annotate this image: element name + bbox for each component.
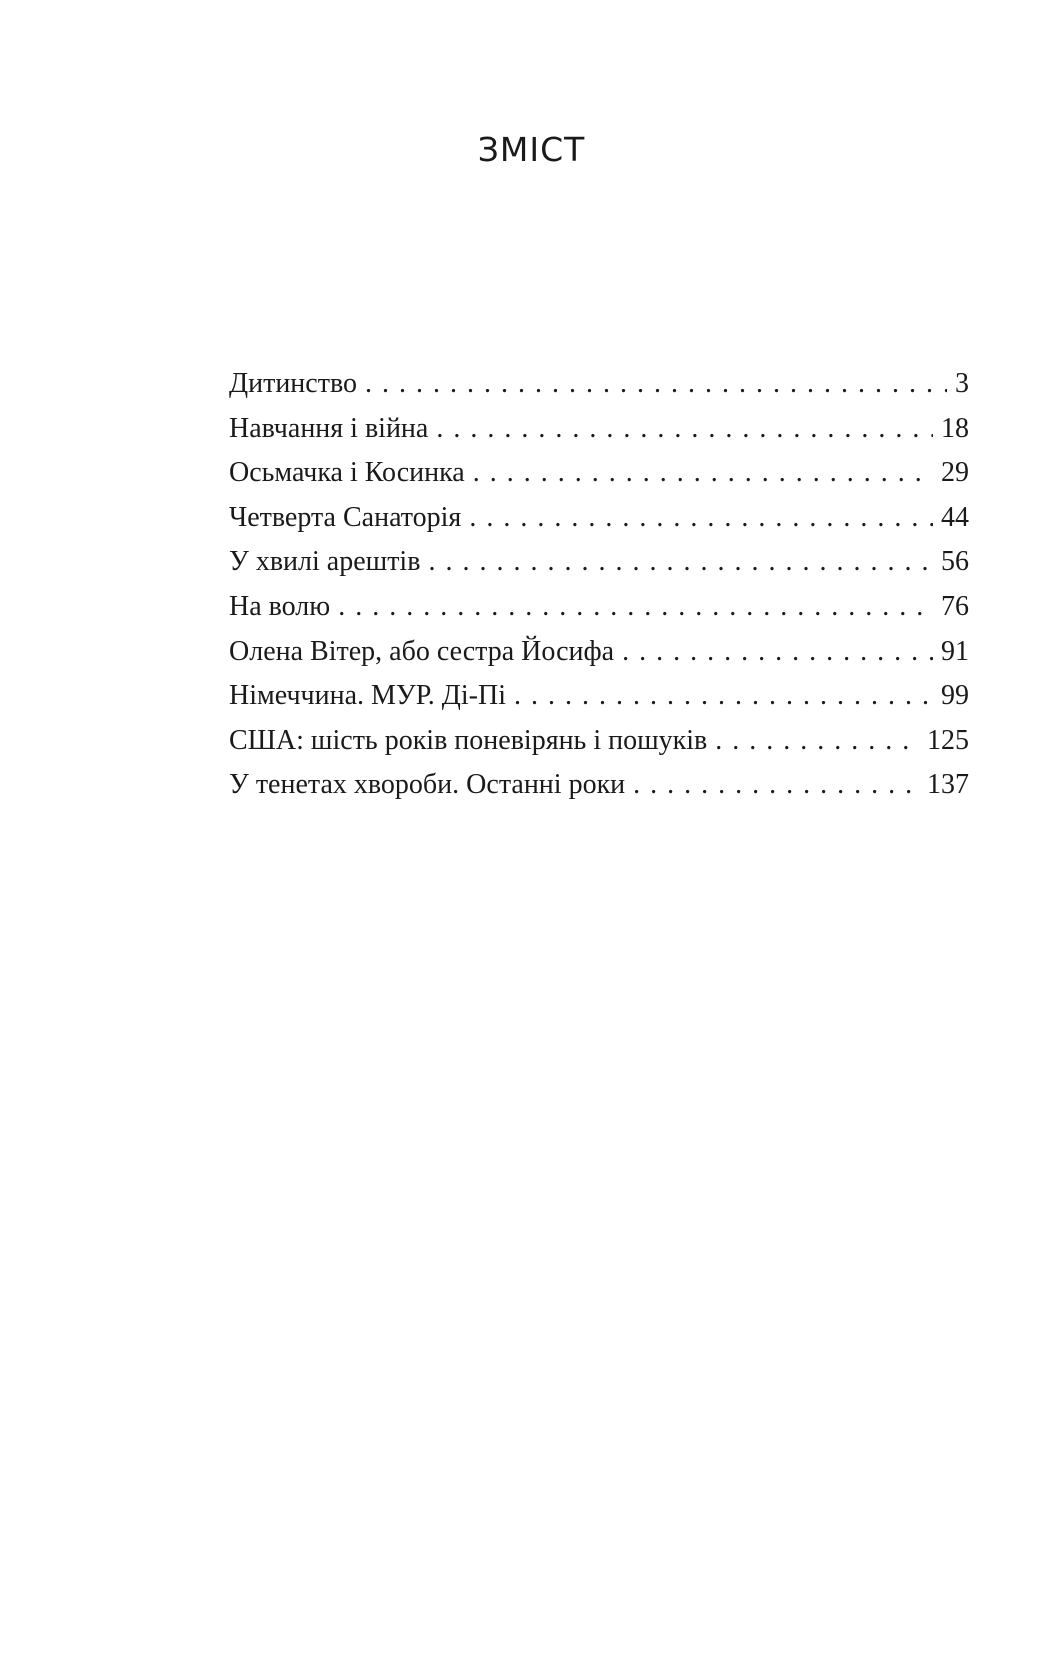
toc-entry[interactable]	[229, 585, 969, 630]
dot-leader	[473, 451, 933, 496]
dot-leader	[428, 540, 933, 585]
dot-leader	[436, 407, 933, 452]
toc-entry-page: 99	[941, 680, 969, 712]
toc-entry-title: США: шість років поневірянь і пошуків	[229, 724, 708, 756]
toc-entry-page: 29	[941, 457, 969, 489]
toc-entry-page: 137	[927, 769, 969, 801]
toc-entry-title: У тенетах хвороби. Останні роки	[229, 769, 626, 801]
toc-entry[interactable]	[229, 451, 969, 496]
dot-leader	[715, 719, 919, 764]
dot-leader	[469, 496, 933, 541]
toc-entry[interactable]	[229, 719, 969, 764]
toc-entry-page: 76	[941, 590, 969, 622]
dot-leader	[622, 630, 933, 675]
toc-entry-page: 91	[941, 635, 969, 667]
toc-entry-title: Осьмачка і Косинка	[229, 457, 465, 489]
toc-entry-page: 44	[941, 501, 969, 533]
dot-leader	[365, 362, 947, 407]
toc-entry[interactable]	[229, 362, 969, 407]
toc-entry-title: Четверта Санаторія	[229, 501, 462, 533]
dot-leader	[338, 585, 933, 630]
toc-entry[interactable]	[229, 674, 969, 719]
toc-entry-title: Олена Вітер, або сестра Йосифа	[229, 635, 615, 667]
toc-entry-title: Навчання і війна	[229, 412, 429, 444]
toc-entry[interactable]	[229, 540, 969, 585]
toc-entry-title: На волю	[229, 590, 331, 622]
toc-entry-page: 3	[955, 368, 969, 399]
toc-entry-page: 56	[941, 546, 969, 578]
toc-entry[interactable]	[229, 630, 969, 675]
page-title: ЗМІСТ	[477, 130, 586, 169]
dot-leader	[514, 674, 933, 719]
toc-entry[interactable]	[229, 763, 969, 808]
table-of-contents	[229, 362, 969, 808]
toc-entry[interactable]	[229, 407, 969, 452]
dot-leader	[633, 763, 919, 808]
toc-entry[interactable]	[229, 496, 969, 541]
toc-entry-title: Дитинство	[229, 368, 357, 399]
toc-entry-title: Німеччина. МУР. Ді-Пі	[229, 680, 507, 712]
toc-entry-page: 18	[941, 412, 969, 444]
toc-entry-title: У хвилі арештів	[229, 546, 421, 578]
toc-entry-page: 125	[927, 724, 969, 756]
